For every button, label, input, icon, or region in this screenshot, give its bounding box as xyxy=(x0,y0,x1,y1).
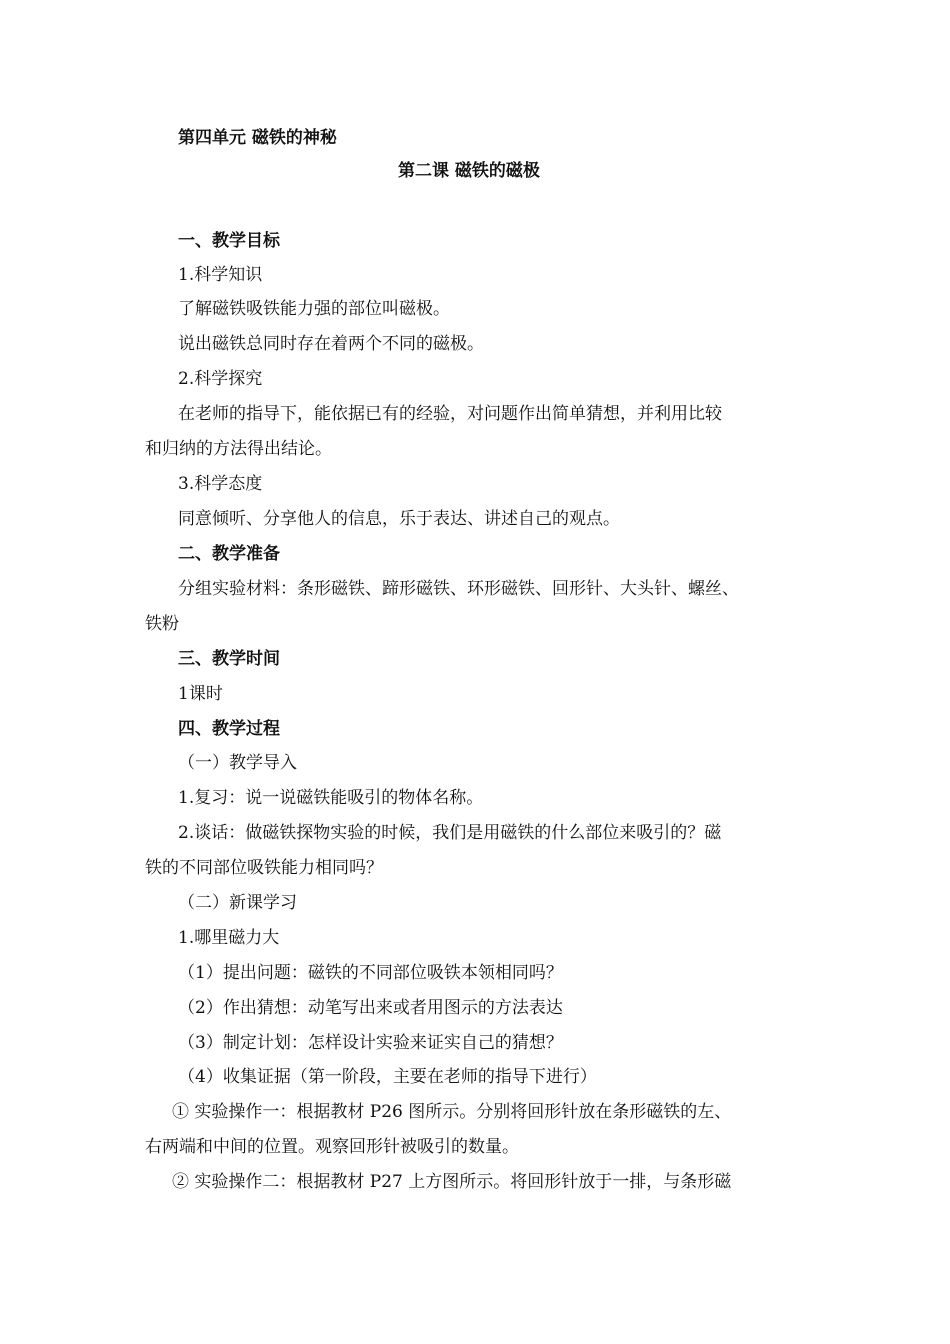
lesson-title: 第二课 磁铁的磁极 xyxy=(398,161,540,181)
paragraph: 了解磁铁吸铁能力强的部位叫磁极。 xyxy=(178,299,450,319)
paragraph: 在老师的指导下，能依据已有的经验，对问题作出简单猜想，并利用比较 xyxy=(178,404,722,424)
paragraph: 2.谈话：做磁铁探物实验的时候，我们是用磁铁的什么部位来吸引的？磁 xyxy=(178,823,722,843)
subsection-title: 3.科学态度 xyxy=(178,474,263,494)
section-heading-process: 四、教学过程 xyxy=(178,719,280,739)
paragraph: 1课时 xyxy=(178,684,223,704)
paragraph-continuation: 和归纳的方法得出结论。 xyxy=(145,439,332,459)
paragraph: 说出磁铁总同时存在着两个不同的磁极。 xyxy=(178,334,484,354)
paragraph-continuation: 铁粉 xyxy=(145,614,179,634)
section-heading-time: 三、教学时间 xyxy=(178,649,280,669)
list-item: ② 实验操作二：根据教材 P27 上方图所示。将回形针放于一排，与条形磁 xyxy=(172,1172,732,1192)
unit-title: 第四单元 磁铁的神秘 xyxy=(178,128,337,148)
subsection-title: 1.科学知识 xyxy=(178,265,263,285)
subsection-title: 1.哪里磁力大 xyxy=(178,928,280,948)
subsection-title: （一）教学导入 xyxy=(178,753,297,773)
list-item: （1）提出问题：磁铁的不同部位吸铁本领相同吗？ xyxy=(178,963,563,983)
list-item: ① 实验操作一：根据教材 P26 图所示。分别将回形针放在条形磁铁的左、 xyxy=(172,1102,732,1122)
paragraph-continuation: 右两端和中间的位置。观察回形针被吸引的数量。 xyxy=(145,1137,519,1157)
subsection-title: 2.科学探究 xyxy=(178,369,263,389)
list-item: （3）制定计划：怎样设计实验来证实自己的猜想？ xyxy=(178,1033,563,1053)
paragraph: 分组实验材料：条形磁铁、蹄形磁铁、环形磁铁、回形针、大头针、螺丝、 xyxy=(178,579,739,599)
subsection-title: （二）新课学习 xyxy=(178,893,297,913)
section-heading-preparation: 二、教学准备 xyxy=(178,544,280,564)
paragraph-continuation: 铁的不同部位吸铁能力相同吗？ xyxy=(145,858,383,878)
paragraph: 1.复习：说一说磁铁能吸引的物体名称。 xyxy=(178,788,484,808)
paragraph: 同意倾听、分享他人的信息，乐于表达、讲述自己的观点。 xyxy=(178,509,620,529)
list-item: （2）作出猜想：动笔写出来或者用图示的方法表达 xyxy=(178,998,563,1018)
section-heading-objectives: 一、教学目标 xyxy=(178,231,280,251)
list-item: （4）收集证据（第一阶段，主要在老师的指导下进行） xyxy=(178,1067,597,1087)
